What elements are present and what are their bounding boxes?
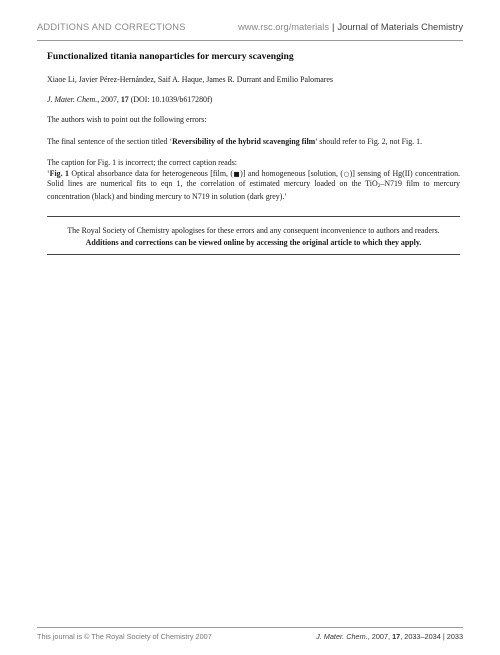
journal-url[interactable]: www.rsc.org/materials bbox=[238, 22, 330, 32]
footer-volume: 17 bbox=[392, 632, 401, 641]
footer-journal: J. Mater. Chem. bbox=[316, 632, 368, 641]
corrected-caption bbox=[47, 169, 460, 203]
page-number: 2033 bbox=[446, 632, 463, 641]
apology-block bbox=[47, 226, 460, 247]
caption-open-quote: ‘ bbox=[47, 168, 50, 178]
divider-top bbox=[47, 216, 460, 217]
section-label: ADDITIONS AND CORRECTIONS bbox=[37, 22, 186, 32]
correction-1 bbox=[47, 137, 460, 148]
caption-text-4: –N719 film to mercury concentration (black) and binding mercury to N719 in solution (dark grey).’ bbox=[47, 179, 460, 201]
citation-journal: J. Mater. Chem. bbox=[47, 95, 98, 104]
article-citation bbox=[47, 95, 460, 104]
divider-bottom bbox=[47, 254, 460, 255]
copyright: This journal is © The Royal Society of Chemistry 2007 bbox=[37, 632, 212, 641]
filled-square-icon: ■ bbox=[233, 169, 241, 178]
caption-text-1: Optical absorbance data for heterogeneous [film, ( bbox=[68, 168, 234, 178]
caption-fig-label: Fig. 1 bbox=[49, 168, 69, 178]
page-footer bbox=[37, 627, 463, 642]
correction-1-after: ’ should refer to Fig. 2, not Fig. 1. bbox=[315, 136, 423, 146]
correction-1-section: Reversibility of the hybrid scavenging film bbox=[172, 136, 316, 146]
article-authors: Xiaoe Li, Javier Pérez-Hernández, Saif A. Haque, James R. Durrant and Emilio Palomares bbox=[47, 75, 333, 84]
article-title: Functionalized titania nanoparticles for mercury scavenging bbox=[47, 51, 294, 62]
citation-doi: (DOI: 10.1039/b617280f) bbox=[128, 95, 213, 104]
caption-text-3: )] sensing of Hg(II) concentration. Solid lines are numerical fits to eqn 1, the correlation of estimated mercury loaded on the TiO bbox=[47, 168, 460, 188]
caption-intro: The caption for Fig. 1 is incorrect; the correct caption reads: bbox=[47, 158, 237, 167]
intro-text: The authors wish to point out the following errors: bbox=[47, 115, 207, 124]
header-right bbox=[238, 22, 463, 32]
footer-year: , 2007, bbox=[367, 632, 393, 641]
citation-volume: 17 bbox=[120, 95, 129, 104]
header-separator: | bbox=[332, 22, 335, 32]
article-content bbox=[47, 51, 460, 202]
citation-year: , 2007, bbox=[97, 95, 121, 104]
apology-line: The Royal Society of Chemistry apologises for these errors and any consequent inconvenience to authors and readers. bbox=[67, 226, 440, 235]
open-circle-icon: ○ bbox=[343, 169, 350, 178]
online-note: Additions and corrections can be viewed online by accessing the original article to which they apply. bbox=[85, 238, 422, 247]
caption-subscript: 2 bbox=[377, 183, 381, 189]
page-header bbox=[37, 18, 463, 41]
footer-separator: | bbox=[442, 632, 445, 641]
footer-citation bbox=[316, 632, 463, 641]
journal-name: Journal of Materials Chemistry bbox=[337, 22, 463, 32]
correction-1-before: The final sentence of the section titled ‘ bbox=[47, 136, 173, 146]
caption-text-2: )] and homogeneous [solution, ( bbox=[240, 168, 344, 178]
footer-pages: , 2033–2034 bbox=[400, 632, 441, 641]
